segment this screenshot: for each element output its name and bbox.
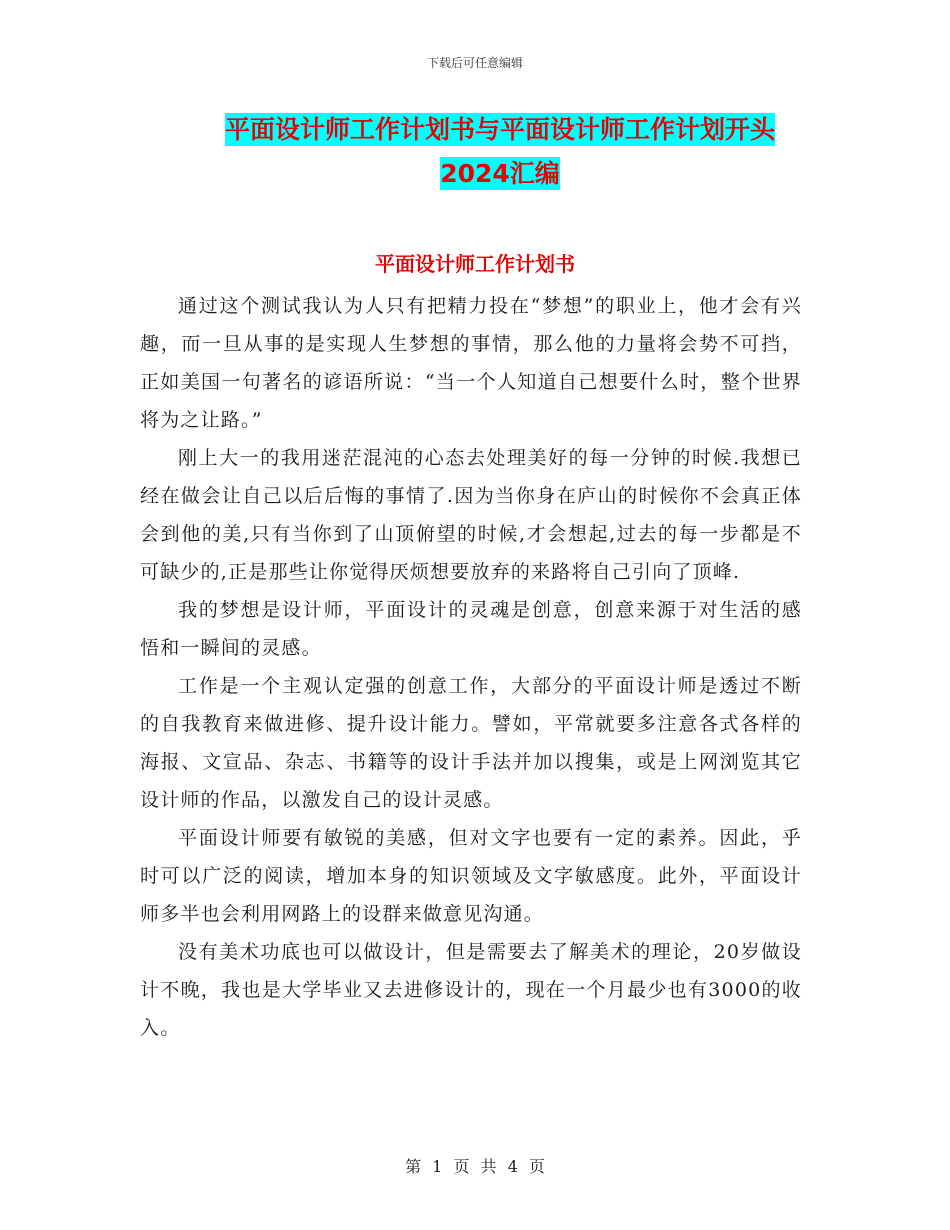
paragraph: 我的梦想是设计师，平面设计的灵魂是创意，创意来源于对生活的感悟和一瞬间的灵感。: [140, 599, 802, 659]
paragraph: 平面设计师要有敏锐的美感，但对文字也要有一定的素养。因此，乎时可以广泛的阅读，增加本身的知识领域及文字敏感度。此外，平面设计师多半也会利用网路上的设群来做意见沟通。: [140, 827, 802, 925]
document-title-line-1: 平面设计师工作计划书与平面设计师工作计划开头: [224, 115, 775, 144]
paragraph: 没有美术功底也可以做设计，但是需要去了解美术的理论，20岁做设计不晚，我也是大学毕业又去进修设计的，现在一个月最少也有3000的收入。: [140, 941, 802, 1039]
page-header-note: 下载后可任意编辑: [426, 56, 523, 70]
page-footer: 第 1 页 共 4 页: [405, 1157, 545, 1176]
paragraph: 工作是一个主观认定强的创意工作，大部分的平面设计师是透过不断的自我教育来做进修、提升设计能力。譬如，平常就要多注意各式各样的海报、文宣品、杂志、书籍等的设计手法并加以搜集，或是上网浏览其它设计师的作品，以激发自己的设计灵感。: [140, 675, 802, 811]
document-title-line-2: 2024汇编: [440, 159, 560, 188]
document-body: [140, 287, 802, 1047]
paragraph: 刚上大一的我用迷茫混沌的心态去处理美好的每一分钟的时候.我想已经在做会让自己以后后悔的事情了.因为当你身在庐山的时候你不会真正体会到他的美,只有当你到了山顶俯望的时候,才会想起,过去的每一步都是不可缺少的,正是那些让你觉得厌烦想要放弃的来路将自己引向了顶峰.: [140, 447, 802, 583]
document-title: [140, 108, 860, 196]
section-title: 平面设计师工作计划书: [375, 252, 575, 276]
paragraph: 通过这个测试我认为人只有把精力投在“梦想”的职业上，他才会有兴趣，而一旦从事的是实现人生梦想的事情，那么他的力量将会势不可挡，正如美国一句著名的谚语所说：“当一个人知道自己想要什么时，整个世界将为之让路。”: [140, 295, 802, 431]
